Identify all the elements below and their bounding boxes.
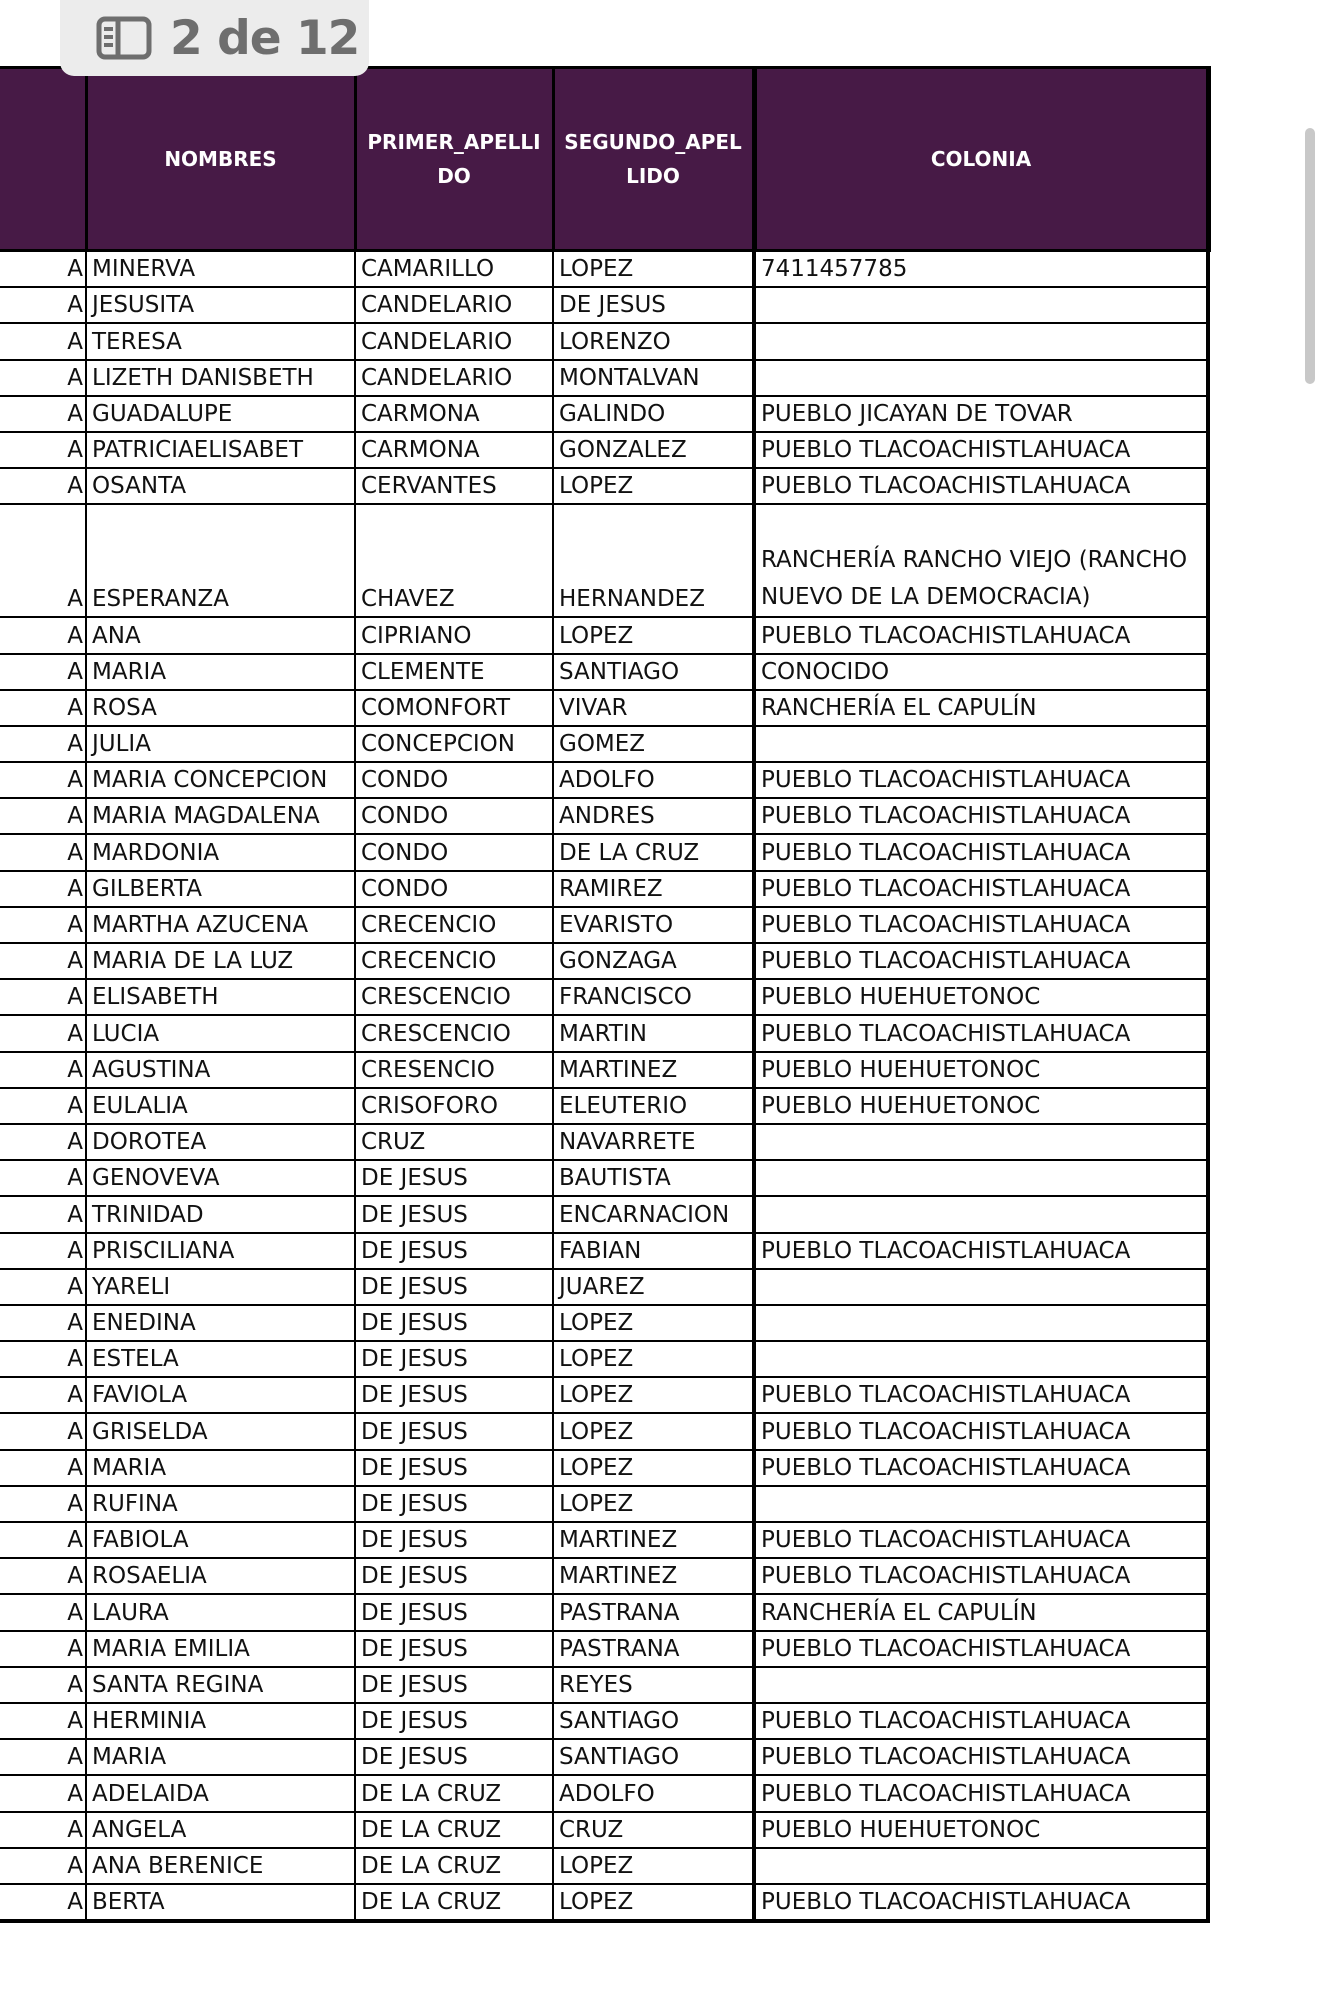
cell-primer-apellido[interactable]: CRECENCIO — [355, 943, 553, 979]
cell-clipped[interactable]: A — [0, 1522, 86, 1558]
cell-nombres[interactable]: ROSAELIA — [86, 1558, 355, 1594]
cell-nombres[interactable]: MARIA MAGDALENA — [86, 798, 355, 834]
cell-segundo-apellido[interactable]: LOPEZ — [553, 1450, 754, 1486]
cell-nombres[interactable]: BERTA — [86, 1884, 355, 1921]
table-row[interactable] — [0, 1196, 1208, 1232]
cell-nombres[interactable]: ANGELA — [86, 1812, 355, 1848]
cell-colonia[interactable]: PUEBLO TLACOACHISTLAHUACA — [754, 1703, 1208, 1739]
cell-segundo-apellido[interactable]: GOMEZ — [553, 726, 754, 762]
cell-colonia[interactable]: RANCHERÍA EL CAPULÍN — [754, 690, 1208, 726]
cell-clipped[interactable]: A — [0, 943, 86, 979]
cell-clipped[interactable]: A — [0, 907, 86, 943]
cell-colonia[interactable]: PUEBLO TLACOACHISTLAHUACA — [754, 1522, 1208, 1558]
cell-nombres[interactable]: AGUSTINA — [86, 1052, 355, 1088]
cell-colonia[interactable]: PUEBLO TLACOACHISTLAHUACA — [754, 1413, 1208, 1449]
cell-segundo-apellido[interactable]: LOPEZ — [553, 1305, 754, 1341]
cell-primer-apellido[interactable]: CRUZ — [355, 1124, 553, 1160]
cell-segundo-apellido[interactable]: MARTIN — [553, 1015, 754, 1051]
cell-segundo-apellido[interactable]: SANTIAGO — [553, 1739, 754, 1775]
cell-primer-apellido[interactable]: CONCEPCION — [355, 726, 553, 762]
table-row[interactable] — [0, 1413, 1208, 1449]
cell-clipped[interactable]: A — [0, 1124, 86, 1160]
table-row[interactable] — [0, 1667, 1208, 1703]
cell-clipped[interactable]: A — [0, 1160, 86, 1196]
cell-clipped[interactable]: A — [0, 1269, 86, 1305]
cell-clipped[interactable]: A — [0, 1015, 86, 1051]
cell-colonia[interactable] — [754, 1196, 1208, 1232]
cell-segundo-apellido[interactable]: FRANCISCO — [553, 979, 754, 1015]
cell-colonia[interactable]: CONOCIDO — [754, 654, 1208, 690]
table-row[interactable] — [0, 1052, 1208, 1088]
cell-segundo-apellido[interactable]: LORENZO — [553, 323, 754, 359]
table-row[interactable] — [0, 360, 1208, 396]
cell-segundo-apellido[interactable]: DE JESUS — [553, 287, 754, 323]
table-row[interactable] — [0, 943, 1208, 979]
cell-primer-apellido[interactable]: DE LA CRUZ — [355, 1884, 553, 1921]
cell-segundo-apellido[interactable]: PASTRANA — [553, 1594, 754, 1630]
cell-primer-apellido[interactable]: CONDO — [355, 762, 553, 798]
cell-segundo-apellido[interactable]: CRUZ — [553, 1812, 754, 1848]
cell-colonia[interactable] — [754, 360, 1208, 396]
cell-primer-apellido[interactable]: CARMONA — [355, 396, 553, 432]
cell-nombres[interactable]: ESTELA — [86, 1341, 355, 1377]
cell-clipped[interactable]: A — [0, 871, 86, 907]
table-row[interactable] — [0, 1124, 1208, 1160]
cell-clipped[interactable]: A — [0, 323, 86, 359]
cell-segundo-apellido[interactable]: RAMIREZ — [553, 871, 754, 907]
cell-segundo-apellido[interactable]: HERNANDEZ — [553, 504, 754, 617]
table-row[interactable] — [0, 1486, 1208, 1522]
cell-primer-apellido[interactable]: DE JESUS — [355, 1450, 553, 1486]
cell-colonia[interactable]: PUEBLO TLACOACHISTLAHUACA — [754, 1233, 1208, 1269]
cell-segundo-apellido[interactable]: ADOLFO — [553, 1775, 754, 1811]
cell-clipped[interactable]: A — [0, 1558, 86, 1594]
cell-colonia[interactable]: PUEBLO TLACOACHISTLAHUACA — [754, 468, 1208, 504]
cell-primer-apellido[interactable]: DE JESUS — [355, 1703, 553, 1739]
cell-primer-apellido[interactable]: CLEMENTE — [355, 654, 553, 690]
table-row[interactable] — [0, 1594, 1208, 1630]
cell-primer-apellido[interactable]: DE JESUS — [355, 1305, 553, 1341]
table-row[interactable] — [0, 1088, 1208, 1124]
cell-clipped[interactable]: A — [0, 468, 86, 504]
table-row[interactable] — [0, 726, 1208, 762]
cell-clipped[interactable]: A — [0, 1450, 86, 1486]
cell-clipped[interactable]: A — [0, 360, 86, 396]
table-row[interactable] — [0, 617, 1208, 653]
cell-colonia[interactable] — [754, 1848, 1208, 1884]
cell-colonia[interactable]: PUEBLO TLACOACHISTLAHUACA — [754, 943, 1208, 979]
cell-nombres[interactable]: MARIA DE LA LUZ — [86, 943, 355, 979]
cell-clipped[interactable]: A — [0, 617, 86, 653]
table-row[interactable] — [0, 323, 1208, 359]
cell-nombres[interactable]: MARIA CONCEPCION — [86, 762, 355, 798]
table-row[interactable] — [0, 1160, 1208, 1196]
cell-nombres[interactable]: ESPERANZA — [86, 504, 355, 617]
cell-nombres[interactable]: JESUSITA — [86, 287, 355, 323]
cell-segundo-apellido[interactable]: LOPEZ — [553, 1413, 754, 1449]
table-row[interactable] — [0, 468, 1208, 504]
table-row[interactable] — [0, 690, 1208, 726]
cell-nombres[interactable]: GUADALUPE — [86, 396, 355, 432]
table-row[interactable] — [0, 1558, 1208, 1594]
cell-colonia[interactable]: PUEBLO TLACOACHISTLAHUACA — [754, 1450, 1208, 1486]
cell-primer-apellido[interactable]: CRISOFORO — [355, 1088, 553, 1124]
cell-segundo-apellido[interactable]: ENCARNACION — [553, 1196, 754, 1232]
cell-primer-apellido[interactable]: CERVANTES — [355, 468, 553, 504]
cell-colonia[interactable]: PUEBLO HUEHUETONOC — [754, 1088, 1208, 1124]
cell-primer-apellido[interactable]: CONDO — [355, 798, 553, 834]
cell-colonia[interactable] — [754, 1124, 1208, 1160]
cell-clipped[interactable]: A — [0, 726, 86, 762]
cell-segundo-apellido[interactable]: ANDRES — [553, 798, 754, 834]
cell-clipped[interactable]: A — [0, 1884, 86, 1921]
cell-primer-apellido[interactable]: DE JESUS — [355, 1667, 553, 1703]
cell-segundo-apellido[interactable]: MARTINEZ — [553, 1558, 754, 1594]
cell-colonia[interactable]: 7411457785 — [754, 251, 1208, 288]
cell-colonia[interactable] — [754, 726, 1208, 762]
cell-colonia[interactable] — [754, 287, 1208, 323]
header-segundo-apellido: SEGUNDO_APELLIDO — [553, 68, 754, 251]
cell-nombres[interactable]: FAVIOLA — [86, 1377, 355, 1413]
cell-segundo-apellido[interactable]: REYES — [553, 1667, 754, 1703]
cell-nombres[interactable]: PATRICIAELISABET — [86, 432, 355, 468]
cell-colonia[interactable]: PUEBLO TLACOACHISTLAHUACA — [754, 1631, 1208, 1667]
cell-primer-apellido[interactable]: DE JESUS — [355, 1739, 553, 1775]
cell-primer-apellido[interactable]: DE JESUS — [355, 1160, 553, 1196]
cell-colonia[interactable]: RANCHERÍA RANCHO VIEJO (RANCHO NUEVO DE LA DEMOCRACIA) — [754, 504, 1208, 617]
cell-clipped[interactable]: A — [0, 798, 86, 834]
cell-primer-apellido[interactable]: CANDELARIO — [355, 360, 553, 396]
table-row[interactable] — [0, 396, 1208, 432]
cell-primer-apellido[interactable]: CRESCENCIO — [355, 979, 553, 1015]
cell-segundo-apellido[interactable]: GONZALEZ — [553, 432, 754, 468]
cell-colonia[interactable]: PUEBLO TLACOACHISTLAHUACA — [754, 617, 1208, 653]
cell-primer-apellido[interactable]: CIPRIANO — [355, 617, 553, 653]
cell-nombres[interactable]: LAURA — [86, 1594, 355, 1630]
cell-nombres[interactable]: OSANTA — [86, 468, 355, 504]
cell-colonia[interactable] — [754, 1269, 1208, 1305]
cell-nombres[interactable]: MARIA EMILIA — [86, 1631, 355, 1667]
cell-segundo-apellido[interactable]: LOPEZ — [553, 1486, 754, 1522]
cell-primer-apellido[interactable]: DE JESUS — [355, 1558, 553, 1594]
vertical-scrollbar[interactable] — [1305, 128, 1315, 384]
cell-clipped[interactable]: A — [0, 1413, 86, 1449]
cell-primer-apellido[interactable]: DE LA CRUZ — [355, 1812, 553, 1848]
cell-nombres[interactable]: MARTHA AZUCENA — [86, 907, 355, 943]
cell-primer-apellido[interactable]: DE JESUS — [355, 1341, 553, 1377]
cell-nombres[interactable]: MARIA — [86, 1450, 355, 1486]
page-number-label: 2 de 12 — [170, 10, 360, 66]
cell-colonia[interactable] — [754, 1341, 1208, 1377]
cell-nombres[interactable]: ADELAIDA — [86, 1775, 355, 1811]
cell-colonia[interactable]: RANCHERÍA EL CAPULÍN — [754, 1594, 1208, 1630]
cell-primer-apellido[interactable]: DE JESUS — [355, 1233, 553, 1269]
cell-clipped[interactable]: A — [0, 287, 86, 323]
table-row[interactable] — [0, 1015, 1208, 1051]
cell-colonia[interactable]: PUEBLO HUEHUETONOC — [754, 1052, 1208, 1088]
cell-clipped[interactable]: A — [0, 432, 86, 468]
table-body — [0, 251, 1208, 1922]
cell-clipped[interactable]: A — [0, 979, 86, 1015]
cell-nombres[interactable]: ROSA — [86, 690, 355, 726]
cell-nombres[interactable]: PRISCILIANA — [86, 1233, 355, 1269]
cell-clipped[interactable]: A — [0, 690, 86, 726]
cell-colonia[interactable] — [754, 323, 1208, 359]
cell-clipped[interactable]: A — [0, 504, 86, 617]
cell-colonia[interactable]: PUEBLO TLACOACHISTLAHUACA — [754, 432, 1208, 468]
table-row[interactable] — [0, 1377, 1208, 1413]
cell-clipped[interactable]: A — [0, 1594, 86, 1630]
cell-clipped[interactable]: A — [0, 1305, 86, 1341]
cell-colonia[interactable]: PUEBLO TLACOACHISTLAHUACA — [754, 871, 1208, 907]
cell-nombres[interactable]: MARIA — [86, 1739, 355, 1775]
cell-nombres[interactable]: RUFINA — [86, 1486, 355, 1522]
cell-colonia[interactable]: PUEBLO TLACOACHISTLAHUACA — [754, 834, 1208, 870]
cell-primer-apellido[interactable]: DE JESUS — [355, 1522, 553, 1558]
table-row[interactable] — [0, 871, 1208, 907]
cell-clipped[interactable]: A — [0, 834, 86, 870]
cell-colonia[interactable] — [754, 1305, 1208, 1341]
cell-nombres[interactable]: ANA — [86, 617, 355, 653]
cell-primer-apellido[interactable]: CHAVEZ — [355, 504, 553, 617]
cell-clipped[interactable]: A — [0, 251, 86, 288]
cell-primer-apellido[interactable]: DE JESUS — [355, 1196, 553, 1232]
cell-segundo-apellido[interactable]: LOPEZ — [553, 1884, 754, 1921]
cell-nombres[interactable]: GILBERTA — [86, 871, 355, 907]
cell-nombres[interactable]: GRISELDA — [86, 1413, 355, 1449]
cell-primer-apellido[interactable]: DE JESUS — [355, 1594, 553, 1630]
cell-segundo-apellido[interactable]: VIVAR — [553, 690, 754, 726]
cell-segundo-apellido[interactable]: NAVARRETE — [553, 1124, 754, 1160]
cell-nombres[interactable]: EULALIA — [86, 1088, 355, 1124]
cell-primer-apellido[interactable]: DE JESUS — [355, 1269, 553, 1305]
cell-colonia[interactable] — [754, 1667, 1208, 1703]
table-row[interactable] — [0, 1341, 1208, 1377]
cell-primer-apellido[interactable]: DE JESUS — [355, 1486, 553, 1522]
cell-segundo-apellido[interactable]: ADOLFO — [553, 762, 754, 798]
cell-clipped[interactable]: A — [0, 1088, 86, 1124]
cell-clipped[interactable]: A — [0, 396, 86, 432]
table-row[interactable] — [0, 1884, 1208, 1921]
cell-colonia[interactable]: PUEBLO TLACOACHISTLAHUACA — [754, 1015, 1208, 1051]
cell-nombres[interactable]: SANTA REGINA — [86, 1667, 355, 1703]
table-row[interactable] — [0, 762, 1208, 798]
cell-primer-apellido[interactable]: CARMONA — [355, 432, 553, 468]
spreadsheet — [0, 66, 1208, 1962]
sidebar-panel-icon[interactable] — [96, 16, 152, 60]
cell-clipped[interactable]: A — [0, 1812, 86, 1848]
data-table — [0, 66, 1211, 1923]
table-row[interactable] — [0, 504, 1208, 617]
cell-colonia[interactable]: PUEBLO TLACOACHISTLAHUACA — [754, 1558, 1208, 1594]
cell-primer-apellido[interactable]: DE JESUS — [355, 1631, 553, 1667]
cell-colonia[interactable] — [754, 1160, 1208, 1196]
cell-clipped[interactable]: A — [0, 1848, 86, 1884]
cell-primer-apellido[interactable]: COMONFORT — [355, 690, 553, 726]
page-indicator[interactable] — [60, 0, 369, 76]
cell-segundo-apellido[interactable]: LOPEZ — [553, 617, 754, 653]
cell-primer-apellido[interactable]: CONDO — [355, 871, 553, 907]
cell-clipped[interactable]: A — [0, 1667, 86, 1703]
cell-segundo-apellido[interactable]: LOPEZ — [553, 251, 754, 288]
cell-primer-apellido[interactable]: CAMARILLO — [355, 251, 553, 288]
header-colonia: COLONIA — [754, 68, 1208, 251]
cell-clipped[interactable]: A — [0, 1233, 86, 1269]
cell-segundo-apellido[interactable]: LOPEZ — [553, 1848, 754, 1884]
table-row[interactable] — [0, 798, 1208, 834]
table-row[interactable] — [0, 1450, 1208, 1486]
cell-clipped[interactable]: A — [0, 1703, 86, 1739]
cell-clipped[interactable]: A — [0, 1775, 86, 1811]
cell-nombres[interactable]: FABIOLA — [86, 1522, 355, 1558]
cell-colonia[interactable]: PUEBLO TLACOACHISTLAHUACA — [754, 1739, 1208, 1775]
cell-colonia[interactable]: PUEBLO TLACOACHISTLAHUACA — [754, 1775, 1208, 1811]
header-clipped-col — [0, 68, 86, 251]
cell-segundo-apellido[interactable]: PASTRANA — [553, 1631, 754, 1667]
table-row[interactable] — [0, 834, 1208, 870]
cell-segundo-apellido[interactable]: BAUTISTA — [553, 1160, 754, 1196]
cell-nombres[interactable]: MINERVA — [86, 251, 355, 288]
cell-colonia[interactable] — [754, 1486, 1208, 1522]
cell-clipped[interactable]: A — [0, 1052, 86, 1088]
cell-colonia[interactable]: PUEBLO JICAYAN DE TOVAR — [754, 396, 1208, 432]
cell-nombres[interactable]: JULIA — [86, 726, 355, 762]
table-row[interactable] — [0, 979, 1208, 1015]
cell-colonia[interactable]: PUEBLO TLACOACHISTLAHUACA — [754, 1377, 1208, 1413]
cell-segundo-apellido[interactable]: GALINDO — [553, 396, 754, 432]
cell-nombres[interactable]: DOROTEA — [86, 1124, 355, 1160]
cell-primer-apellido[interactable]: DE LA CRUZ — [355, 1848, 553, 1884]
cell-colonia[interactable]: PUEBLO TLACOACHISTLAHUACA — [754, 762, 1208, 798]
cell-primer-apellido[interactable]: CANDELARIO — [355, 323, 553, 359]
cell-primer-apellido[interactable]: CONDO — [355, 834, 553, 870]
table-row[interactable] — [0, 1848, 1208, 1884]
cell-clipped[interactable]: A — [0, 1631, 86, 1667]
cell-segundo-apellido[interactable]: LOPEZ — [553, 1377, 754, 1413]
table-row[interactable] — [0, 1631, 1208, 1667]
cell-nombres[interactable]: LUCIA — [86, 1015, 355, 1051]
cell-clipped[interactable]: A — [0, 1341, 86, 1377]
cell-clipped[interactable]: A — [0, 1377, 86, 1413]
cell-segundo-apellido[interactable]: DE LA CRUZ — [553, 834, 754, 870]
cell-nombres[interactable]: HERMINIA — [86, 1703, 355, 1739]
header-primer-apellido: PRIMER_APELLIDO — [355, 68, 553, 251]
table-row[interactable] — [0, 1703, 1208, 1739]
cell-nombres[interactable]: LIZETH DANISBETH — [86, 360, 355, 396]
table-row[interactable] — [0, 654, 1208, 690]
cell-segundo-apellido[interactable]: ELEUTERIO — [553, 1088, 754, 1124]
cell-colonia[interactable]: PUEBLO TLACOACHISTLAHUACA — [754, 798, 1208, 834]
cell-clipped[interactable]: A — [0, 1486, 86, 1522]
table-row[interactable] — [0, 1739, 1208, 1775]
cell-segundo-apellido[interactable]: MARTINEZ — [553, 1052, 754, 1088]
cell-segundo-apellido[interactable]: MONTALVAN — [553, 360, 754, 396]
cell-segundo-apellido[interactable]: LOPEZ — [553, 468, 754, 504]
cell-nombres[interactable]: GENOVEVA — [86, 1160, 355, 1196]
cell-segundo-apellido[interactable]: SANTIAGO — [553, 1703, 754, 1739]
cell-colonia[interactable]: PUEBLO TLACOACHISTLAHUACA — [754, 907, 1208, 943]
cell-segundo-apellido[interactable]: FABIAN — [553, 1233, 754, 1269]
cell-segundo-apellido[interactable]: SANTIAGO — [553, 654, 754, 690]
cell-nombres[interactable]: ENEDINA — [86, 1305, 355, 1341]
cell-primer-apellido[interactable]: CRESCENCIO — [355, 1015, 553, 1051]
cell-nombres[interactable]: ANA BERENICE — [86, 1848, 355, 1884]
table-row[interactable] — [0, 907, 1208, 943]
cell-nombres[interactable]: ELISABETH — [86, 979, 355, 1015]
table-row[interactable] — [0, 1812, 1208, 1848]
cell-nombres[interactable]: TERESA — [86, 323, 355, 359]
cell-nombres[interactable]: MARDONIA — [86, 834, 355, 870]
cell-segundo-apellido[interactable]: JUAREZ — [553, 1269, 754, 1305]
cell-segundo-apellido[interactable]: EVARISTO — [553, 907, 754, 943]
cell-clipped[interactable]: A — [0, 654, 86, 690]
cell-segundo-apellido[interactable]: MARTINEZ — [553, 1522, 754, 1558]
cell-colonia[interactable]: PUEBLO HUEHUETONOC — [754, 979, 1208, 1015]
table-row[interactable] — [0, 1775, 1208, 1811]
header-row — [0, 68, 1208, 251]
cell-clipped[interactable]: A — [0, 762, 86, 798]
cell-colonia[interactable]: PUEBLO TLACOACHISTLAHUACA — [754, 1884, 1208, 1921]
cell-primer-apellido[interactable]: DE JESUS — [355, 1377, 553, 1413]
table-row[interactable] — [0, 1269, 1208, 1305]
cell-segundo-apellido[interactable]: GONZAGA — [553, 943, 754, 979]
table-row[interactable] — [0, 287, 1208, 323]
header-nombres: NOMBRES — [86, 68, 355, 251]
cell-primer-apellido[interactable]: CANDELARIO — [355, 287, 553, 323]
cell-primer-apellido[interactable]: DE JESUS — [355, 1413, 553, 1449]
cell-primer-apellido[interactable]: DE LA CRUZ — [355, 1775, 553, 1811]
table-row[interactable] — [0, 432, 1208, 468]
table-row[interactable] — [0, 251, 1208, 288]
table-row[interactable] — [0, 1233, 1208, 1269]
table-row[interactable] — [0, 1522, 1208, 1558]
cell-primer-apellido[interactable]: CRECENCIO — [355, 907, 553, 943]
cell-segundo-apellido[interactable]: LOPEZ — [553, 1341, 754, 1377]
cell-nombres[interactable]: MARIA — [86, 654, 355, 690]
cell-nombres[interactable]: TRINIDAD — [86, 1196, 355, 1232]
cell-primer-apellido[interactable]: CRESENCIO — [355, 1052, 553, 1088]
table-row[interactable] — [0, 1305, 1208, 1341]
cell-clipped[interactable]: A — [0, 1739, 86, 1775]
cell-colonia[interactable]: PUEBLO HUEHUETONOC — [754, 1812, 1208, 1848]
cell-clipped[interactable]: A — [0, 1196, 86, 1232]
cell-nombres[interactable]: YARELI — [86, 1269, 355, 1305]
